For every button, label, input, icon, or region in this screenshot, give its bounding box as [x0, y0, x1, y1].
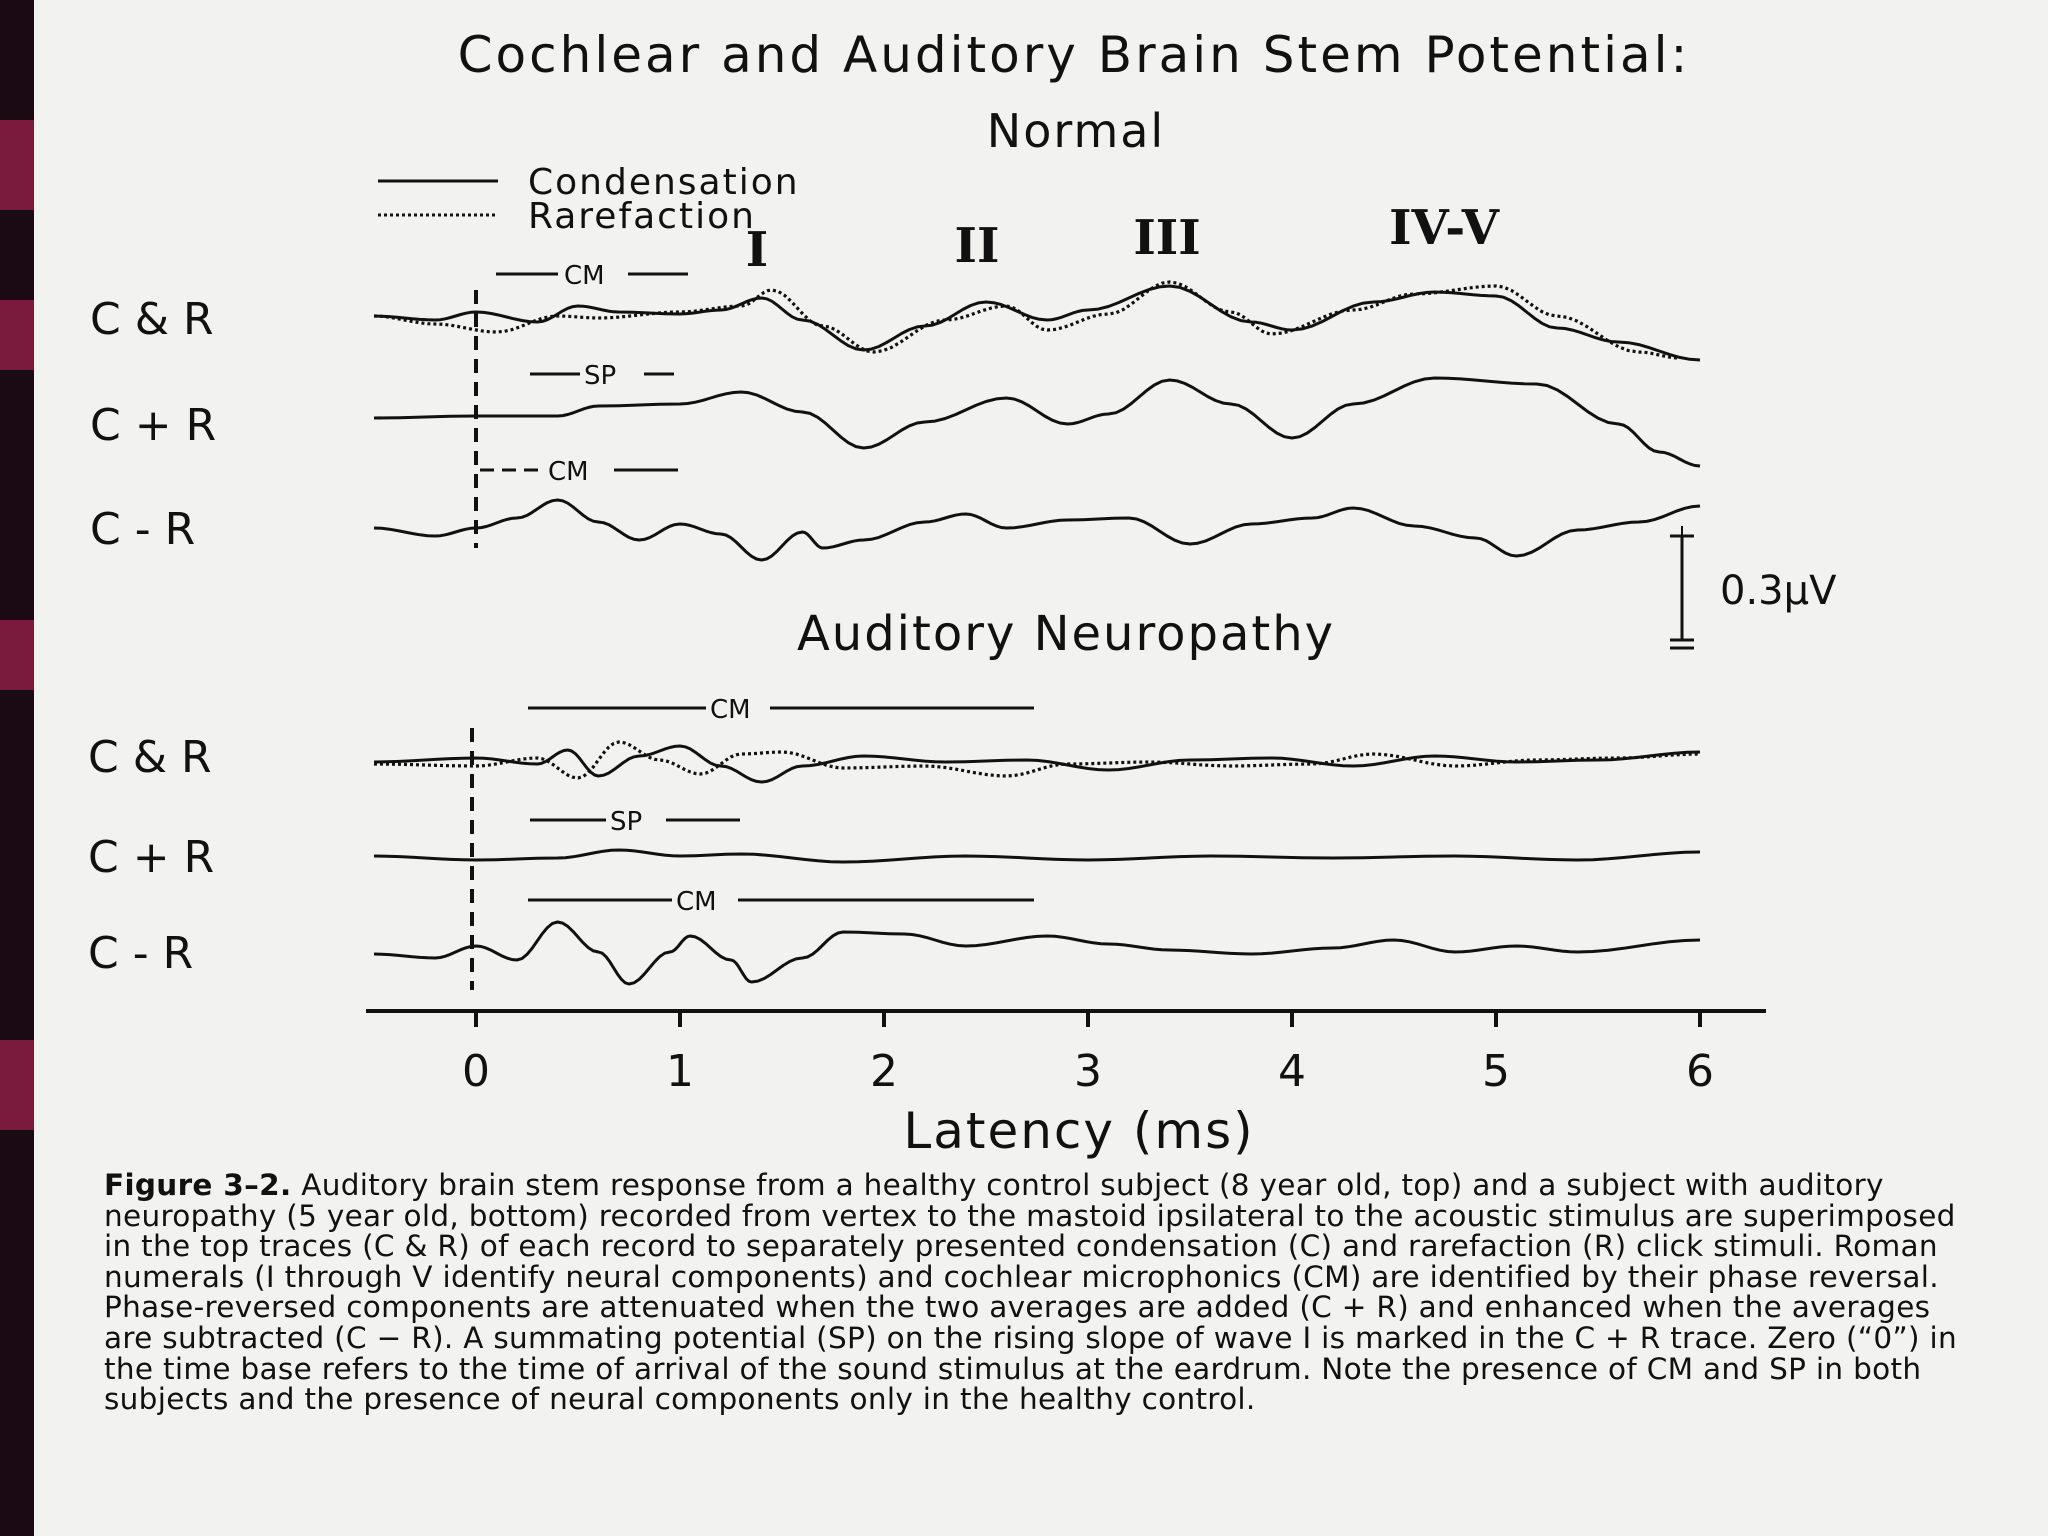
- trace-normal-c-plus-r: [374, 378, 1700, 466]
- wave-label-IV-V: IV-V: [1389, 200, 1499, 256]
- legend-rarefaction: Rarefaction: [528, 196, 756, 237]
- legend-condensation: Condensation: [528, 162, 800, 203]
- caption-text: Auditory brain stem response from a healthy control subject (8 year old, top) and a subject with auditory neuropathy (5 year old, bottom) recorded from vertex to the mastoid ipsilateral to the acoustic stimulus are superimposed in the top traces (C & R) of each record to separately presented condensation (C) and rarefaction (R) click stimuli. Roman numerals (I through V identify neural components) and cochlear microphonics (CM) are identified by their phase reversal. Phase-reversed components are attenuated when the two averages are added (C + R) and enhanced when the averages are subtracted (C − R). A summating potential (SP) on the rising slope of wave I is marked in the C + R trace. Zero (“0”) in the time base refers to the time of arrival of the sound stimulus at the eardrum. Note the presence of CM and SP in both subjects and the presence of neural components only in the healthy control.: [104, 1168, 1957, 1417]
- x-tick-label-5: 5: [1482, 1046, 1510, 1097]
- trace-normal-c-minus-r: [374, 500, 1700, 560]
- page-scan: [34, 0, 2048, 1536]
- trace-label-neuro-c-minus-r: C - R: [88, 928, 194, 979]
- x-tick-label-0: 0: [462, 1046, 490, 1097]
- trace-neuro-c-plus-r: [374, 850, 1700, 862]
- trace-label-normal-c-and-r: C & R: [90, 294, 214, 345]
- wave-label-I: I: [745, 222, 769, 278]
- figure-title: Cochlear and Auditory Brain Stem Potential:: [457, 26, 1691, 84]
- x-axis-ticks: [462, 1011, 1714, 1097]
- edge-stripe-1: [0, 120, 34, 210]
- trace-normal-cr-rarefaction: [374, 282, 1680, 358]
- marker-sp-normal: SP: [584, 361, 617, 391]
- marker-cm-neuro-cr: CM: [710, 695, 751, 725]
- marker-sp-neuro: SP: [610, 807, 643, 837]
- x-tick-label-3: 3: [1074, 1046, 1102, 1097]
- wave-label-III: III: [1133, 210, 1201, 266]
- edge-stripe-2: [0, 300, 34, 370]
- figure: [34, 0, 2048, 1170]
- x-tick-label-6: 6: [1686, 1046, 1714, 1097]
- panel-title-neuropathy: Auditory Neuropathy: [796, 606, 1336, 662]
- scale-bar-label: 0.3µV: [1720, 568, 1837, 614]
- x-tick-label-1: 1: [666, 1046, 694, 1097]
- figure-caption: [104, 1170, 1984, 1415]
- panel-title-normal: Normal: [986, 104, 1166, 158]
- edge-stripe-4: [0, 1040, 34, 1130]
- trace-label-normal-c-plus-r: C + R: [90, 400, 217, 451]
- trace-normal-cr-condensation: [374, 286, 1700, 360]
- trace-label-normal-c-minus-r: C - R: [90, 504, 196, 555]
- trace-neuro-c-minus-r: [374, 922, 1700, 984]
- marker-cm-normal-c-minus: CM: [548, 457, 589, 487]
- trace-label-neuro-c-plus-r: C + R: [88, 832, 215, 883]
- trace-label-neuro-c-and-r: C & R: [88, 732, 212, 783]
- scale-bar: [1670, 526, 1694, 648]
- caption-label: Figure 3–2.: [104, 1168, 292, 1202]
- edge-stripe-3: [0, 620, 34, 690]
- x-tick-label-4: 4: [1278, 1046, 1306, 1097]
- x-tick-label-2: 2: [870, 1046, 898, 1097]
- wave-label-II: II: [954, 218, 1000, 274]
- marker-cm-normal-cr: CM: [564, 261, 605, 291]
- x-axis-label: Latency (ms): [903, 1102, 1255, 1160]
- marker-cm-neuro-c-minus: CM: [676, 887, 717, 917]
